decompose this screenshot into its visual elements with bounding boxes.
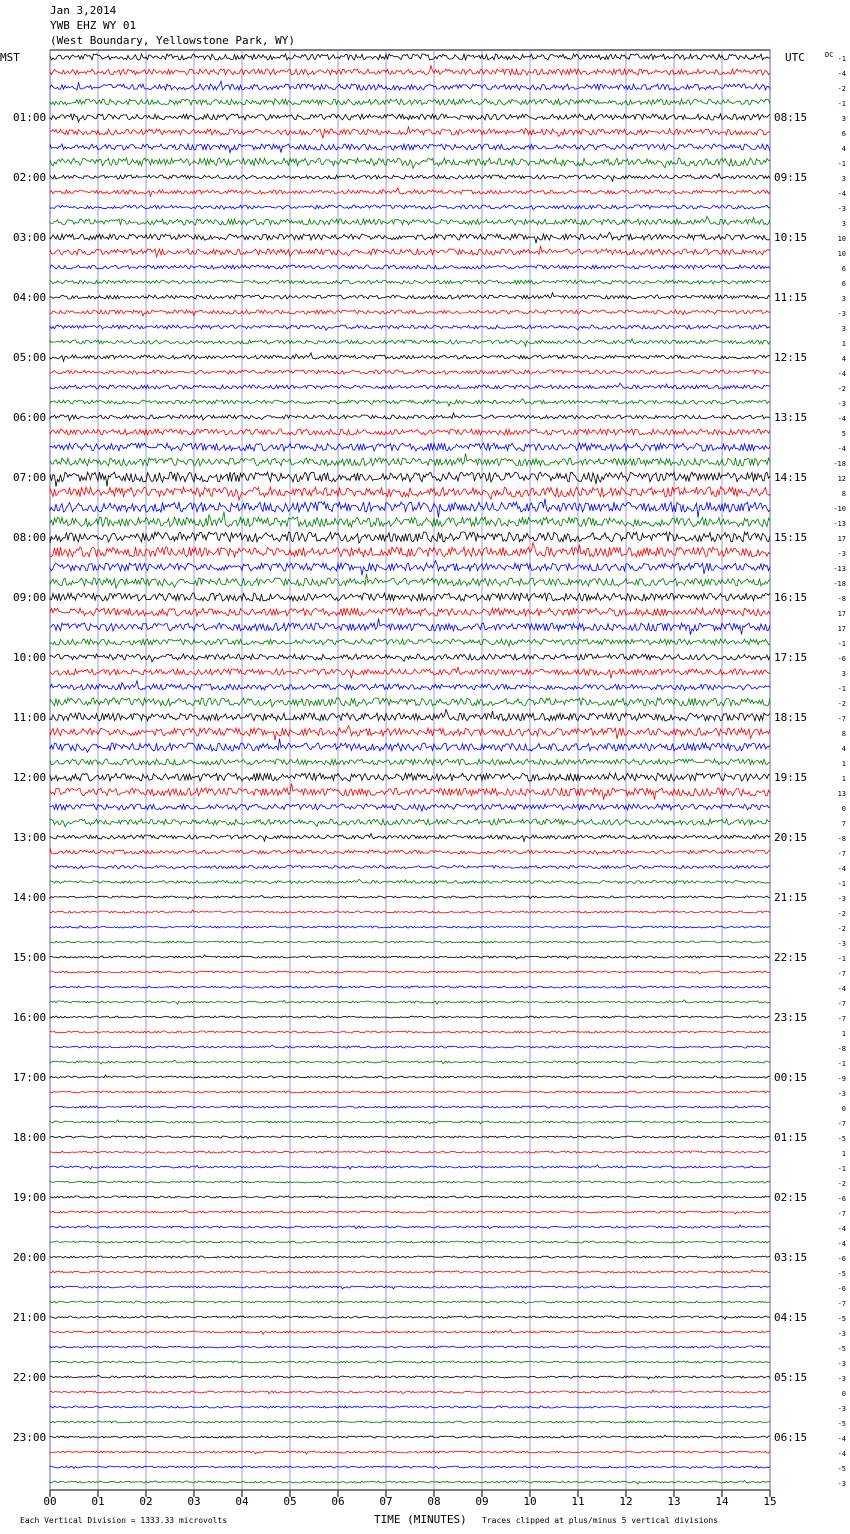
mst-hour-label: 16:00 bbox=[13, 1011, 47, 1024]
trace-line bbox=[50, 1120, 770, 1124]
dc-offset-label: -1 bbox=[837, 100, 846, 108]
clip-note: Traces clipped at plus/minus 5 vertical divisions bbox=[482, 1516, 719, 1525]
trace-line bbox=[50, 1256, 770, 1258]
trace-line bbox=[50, 1466, 770, 1469]
mst-hour-label: 12:00 bbox=[13, 771, 47, 784]
utc-hour-label: 00:15 bbox=[774, 1071, 808, 1084]
dc-offset-label: -18 bbox=[833, 580, 846, 588]
dc-offset-label: -10 bbox=[833, 505, 846, 513]
trace-line bbox=[50, 1016, 770, 1018]
trace-line bbox=[50, 1301, 770, 1304]
utc-hour-label: 08:15 bbox=[774, 111, 808, 124]
dc-offset-label: 3 bbox=[841, 175, 846, 183]
trace-line bbox=[50, 1480, 770, 1484]
dc-offset-label: -3 bbox=[837, 1330, 846, 1338]
trace-line bbox=[50, 941, 770, 943]
dc-offset-label: 1 bbox=[841, 760, 846, 768]
x-tick-label: 05 bbox=[283, 1495, 297, 1508]
trace-line bbox=[50, 1286, 770, 1289]
dc-offset-label: -3 bbox=[837, 1480, 846, 1488]
dc-offset-label: -4 bbox=[837, 1450, 846, 1458]
trace-line bbox=[50, 443, 770, 451]
trace-line bbox=[50, 413, 770, 421]
dc-offset-label: -5 bbox=[837, 1345, 846, 1353]
trace-line bbox=[50, 910, 770, 913]
station-location: (West Boundary, Yellowstone Park, WY) bbox=[50, 34, 296, 47]
dc-offset-label: 0 bbox=[841, 1105, 846, 1113]
utc-hour-label: 11:15 bbox=[774, 291, 808, 304]
dc-offset-label: -7 bbox=[837, 715, 846, 723]
trace-line bbox=[50, 879, 770, 883]
dc-offset-label: 4 bbox=[841, 745, 846, 753]
dc-offset-label: -3 bbox=[837, 1405, 846, 1413]
station-code: YWB EHZ WY 01 bbox=[50, 19, 137, 32]
trace-line bbox=[50, 1225, 770, 1229]
utc-hour-label: 23:15 bbox=[774, 1011, 808, 1024]
trace-line bbox=[50, 370, 770, 374]
trace-line bbox=[50, 561, 770, 576]
trace-line bbox=[50, 66, 770, 75]
trace-line bbox=[50, 205, 770, 209]
dc-offset-label: -1 bbox=[837, 640, 846, 648]
dc-offset-label: -3 bbox=[837, 310, 846, 318]
trace-line bbox=[50, 126, 770, 138]
mst-hour-label: 22:00 bbox=[13, 1371, 47, 1384]
trace-line bbox=[50, 1375, 770, 1379]
trace-line bbox=[50, 726, 770, 741]
mst-hour-label: 14:00 bbox=[13, 891, 47, 904]
dc-offset-label: -3 bbox=[837, 1375, 846, 1383]
utc-axis-label: UTC bbox=[785, 51, 805, 64]
trace-line bbox=[50, 1435, 770, 1438]
dc-offset-label: 1 bbox=[841, 1030, 846, 1038]
x-tick-label: 02 bbox=[139, 1495, 153, 1508]
utc-hour-label: 06:15 bbox=[774, 1431, 808, 1444]
dc-offset-label: -18 bbox=[833, 460, 846, 468]
utc-hour-label: 10:15 bbox=[774, 231, 808, 244]
utc-hour-label: 18:15 bbox=[774, 711, 808, 724]
mst-hour-label: 21:00 bbox=[13, 1311, 47, 1324]
utc-hour-label: 22:15 bbox=[774, 951, 808, 964]
dc-offset-label: 4 bbox=[841, 145, 846, 153]
trace-line bbox=[50, 608, 770, 616]
trace-line bbox=[50, 759, 770, 765]
trace-line bbox=[50, 971, 770, 974]
x-axis-title: TIME (MINUTES) bbox=[374, 1513, 467, 1526]
dc-offset-label: -7 bbox=[837, 1000, 846, 1008]
utc-hour-label: 03:15 bbox=[774, 1251, 808, 1264]
trace-line bbox=[50, 739, 770, 753]
trace-line bbox=[50, 216, 770, 225]
dc-offset-label: -6 bbox=[837, 1285, 846, 1293]
dc-offset-label: -8 bbox=[837, 835, 846, 843]
trace-line bbox=[50, 1406, 770, 1408]
dc-offset-label: 8 bbox=[841, 490, 846, 498]
mst-hour-label: 15:00 bbox=[13, 951, 47, 964]
x-tick-label: 12 bbox=[619, 1495, 633, 1508]
x-tick-label: 13 bbox=[667, 1495, 681, 1508]
trace-line bbox=[50, 265, 770, 269]
dc-offset-label: -3 bbox=[837, 895, 846, 903]
trace-line bbox=[50, 618, 770, 634]
trace-line bbox=[50, 804, 770, 811]
dc-offset-label: 4 bbox=[841, 355, 846, 363]
x-tick-label: 10 bbox=[523, 1495, 537, 1508]
x-tick-label: 01 bbox=[91, 1495, 105, 1508]
dc-offset-label: -4 bbox=[837, 445, 846, 453]
trace-line bbox=[50, 399, 770, 406]
dc-offset-label: 8 bbox=[841, 730, 846, 738]
mst-hour-label: 08:00 bbox=[13, 531, 47, 544]
dc-offset-label: -5 bbox=[837, 1465, 846, 1473]
plot-date: Jan 3,2014 bbox=[50, 4, 117, 17]
x-tick-label: 04 bbox=[235, 1495, 249, 1508]
trace-line bbox=[50, 698, 770, 707]
trace-line bbox=[50, 1060, 770, 1064]
dc-offset-label: -4 bbox=[837, 865, 846, 873]
trace-line bbox=[50, 114, 770, 122]
trace-line bbox=[50, 99, 770, 105]
trace-line bbox=[50, 926, 770, 928]
x-tick-label: 00 bbox=[43, 1495, 57, 1508]
mst-hour-label: 10:00 bbox=[13, 651, 47, 664]
utc-hour-label: 09:15 bbox=[774, 171, 808, 184]
dc-offset-label: -7 bbox=[837, 1015, 846, 1023]
trace-line bbox=[50, 1181, 770, 1183]
x-tick-label: 11 bbox=[571, 1495, 585, 1508]
dc-offset-label: 3 bbox=[841, 115, 846, 123]
mst-hour-label: 05:00 bbox=[13, 351, 47, 364]
dc-offset-label: 0 bbox=[841, 805, 846, 813]
trace-line bbox=[50, 1421, 770, 1423]
utc-hour-label: 14:15 bbox=[774, 471, 808, 484]
dc-offset-label: -2 bbox=[837, 700, 846, 708]
dc-offset-label: 6 bbox=[841, 265, 846, 273]
trace-line bbox=[50, 246, 770, 258]
x-tick-label: 03 bbox=[187, 1495, 201, 1508]
dc-offset-label: 3 bbox=[841, 670, 846, 678]
mst-hour-label: 06:00 bbox=[13, 411, 47, 424]
trace-line bbox=[50, 681, 770, 691]
mst-hour-label: 02:00 bbox=[13, 171, 47, 184]
dc-offset-label: 10 bbox=[837, 235, 846, 243]
dc-offset-label: -3 bbox=[837, 400, 846, 408]
utc-hour-label: 20:15 bbox=[774, 831, 808, 844]
dc-offset-label: -2 bbox=[837, 85, 846, 93]
trace-line bbox=[50, 639, 770, 646]
dc-offset-label: -2 bbox=[837, 910, 846, 918]
mst-hour-label: 04:00 bbox=[13, 291, 47, 304]
trace-line bbox=[50, 325, 770, 330]
dc-offset-label: -2 bbox=[837, 1180, 846, 1188]
mst-hour-label: 03:00 bbox=[13, 231, 47, 244]
dc-offset-label: -4 bbox=[837, 1225, 846, 1233]
dc-offset-label: 10 bbox=[837, 250, 846, 258]
trace-line bbox=[50, 1361, 770, 1363]
dc-offset-label: -4 bbox=[837, 370, 846, 378]
mst-hour-label: 07:00 bbox=[13, 471, 47, 484]
utc-hour-label: 02:15 bbox=[774, 1191, 808, 1204]
trace-line bbox=[50, 429, 770, 435]
utc-hour-label: 16:15 bbox=[774, 591, 808, 604]
trace-line bbox=[50, 1031, 770, 1033]
utc-hour-label: 12:15 bbox=[774, 351, 808, 364]
dc-offset-label: -5 bbox=[837, 1135, 846, 1143]
mst-hour-label: 19:00 bbox=[13, 1191, 47, 1204]
dc-offset-label: -1 bbox=[837, 55, 846, 63]
dc-offset-label: -4 bbox=[837, 70, 846, 78]
dc-offset-label: -7 bbox=[837, 1210, 846, 1218]
dc-offset-label: -4 bbox=[837, 1435, 846, 1443]
trace-line bbox=[50, 487, 770, 500]
x-tick-label: 06 bbox=[331, 1495, 345, 1508]
dc-offset-label: 1 bbox=[841, 775, 846, 783]
trace-line bbox=[50, 783, 770, 799]
dc-offset-label: -7 bbox=[837, 850, 846, 858]
trace-line bbox=[50, 1136, 770, 1139]
dc-offset-label: -7 bbox=[837, 1300, 846, 1308]
dc-offset-label: -4 bbox=[837, 190, 846, 198]
mst-hour-label: 09:00 bbox=[13, 591, 47, 604]
trace-line bbox=[50, 310, 770, 316]
trace-line bbox=[50, 819, 770, 827]
dc-offset-label: -1 bbox=[837, 955, 846, 963]
utc-hour-label: 17:15 bbox=[774, 651, 808, 664]
trace-line bbox=[50, 955, 770, 959]
trace-line bbox=[50, 866, 770, 869]
dc-offset-label: 5 bbox=[841, 430, 846, 438]
trace-line bbox=[50, 188, 770, 197]
utc-hour-label: 01:15 bbox=[774, 1131, 808, 1144]
trace-line bbox=[50, 1270, 770, 1273]
mst-hour-label: 23:00 bbox=[13, 1431, 47, 1444]
trace-line bbox=[50, 1091, 770, 1093]
trace-line bbox=[50, 1346, 770, 1348]
dc-offset-label: -2 bbox=[837, 925, 846, 933]
dc-offset-label: -1 bbox=[837, 160, 846, 168]
trace-line bbox=[50, 232, 770, 243]
dc-offset-label: -3 bbox=[837, 550, 846, 558]
trace-line bbox=[50, 986, 770, 988]
dc-offset-label: -3 bbox=[837, 205, 846, 213]
trace-line bbox=[50, 353, 770, 362]
dc-offset-label: -6 bbox=[837, 655, 846, 663]
dc-offset-label: -7 bbox=[837, 970, 846, 978]
dc-offset-label: -6 bbox=[837, 1195, 846, 1203]
mst-hour-label: 18:00 bbox=[13, 1131, 47, 1144]
trace-line bbox=[50, 667, 770, 679]
trace-line bbox=[50, 834, 770, 842]
dc-offset-label: 6 bbox=[841, 280, 846, 288]
dc-offset-label: -13 bbox=[833, 565, 846, 573]
trace-line bbox=[50, 1316, 770, 1319]
trace-line bbox=[50, 158, 770, 168]
trace-line bbox=[50, 1075, 770, 1078]
dc-offset-label: -1 bbox=[837, 685, 846, 693]
dc-offset-label: -5 bbox=[837, 1270, 846, 1278]
dc-offset-label: 7 bbox=[841, 820, 846, 828]
trace-line bbox=[50, 848, 770, 855]
trace-layer bbox=[50, 54, 770, 1484]
dc-offset-label: -3 bbox=[837, 1090, 846, 1098]
dc-offset-label: 1 bbox=[841, 1150, 846, 1158]
dc-offset-label: 12 bbox=[837, 475, 846, 483]
trace-line bbox=[50, 773, 770, 781]
x-tick-label: 09 bbox=[475, 1495, 489, 1508]
dc-offset-label: 1 bbox=[841, 340, 846, 348]
dc-offset-label: -3 bbox=[837, 1360, 846, 1368]
dc-offset-label: 0 bbox=[841, 1390, 846, 1398]
mst-hour-label: 17:00 bbox=[13, 1071, 47, 1084]
trace-line bbox=[50, 144, 770, 153]
trace-line bbox=[50, 895, 770, 899]
utc-hour-label: 04:15 bbox=[774, 1311, 808, 1324]
trace-line bbox=[50, 654, 770, 662]
dc-offset-label: -6 bbox=[837, 1255, 846, 1263]
trace-line bbox=[50, 532, 770, 543]
vertical-division-note: Each Vertical Division = 1333.33 microvolts bbox=[20, 1516, 228, 1525]
trace-line bbox=[50, 280, 770, 284]
trace-line bbox=[50, 710, 770, 721]
mst-hour-label: 20:00 bbox=[13, 1251, 47, 1264]
dc-offset-label: 17 bbox=[837, 535, 846, 543]
dc-offset-label: 3 bbox=[841, 295, 846, 303]
x-tick-label: 07 bbox=[379, 1495, 393, 1508]
utc-hour-label: 15:15 bbox=[774, 531, 808, 544]
trace-line bbox=[50, 1151, 770, 1153]
trace-line bbox=[50, 1045, 770, 1048]
dc-offset-label: -5 bbox=[837, 1420, 846, 1428]
grid-layer bbox=[50, 50, 770, 1497]
utc-hour-label: 21:15 bbox=[774, 891, 808, 904]
utc-hour-label: 05:15 bbox=[774, 1371, 808, 1384]
trace-line bbox=[50, 593, 770, 601]
trace-line bbox=[50, 293, 770, 299]
mst-axis-label: MST bbox=[0, 51, 20, 64]
dc-offset-label: -1 bbox=[837, 880, 846, 888]
dc-offset-label: -8 bbox=[837, 1045, 846, 1053]
dc-offset-label: -4 bbox=[837, 985, 846, 993]
dc-offset-label: -2 bbox=[837, 385, 846, 393]
dc-label: DC bbox=[825, 51, 834, 59]
trace-line bbox=[50, 383, 770, 389]
dc-offset-label: 13 bbox=[837, 790, 846, 798]
trace-line bbox=[50, 499, 770, 518]
trace-line bbox=[50, 543, 770, 557]
trace-line bbox=[50, 1000, 770, 1004]
mst-hour-label: 11:00 bbox=[13, 711, 47, 724]
trace-line bbox=[50, 574, 770, 589]
trace-line bbox=[50, 472, 770, 487]
dc-offset-label: -9 bbox=[837, 1075, 846, 1083]
trace-line bbox=[50, 512, 770, 527]
x-tick-label: 14 bbox=[715, 1495, 729, 1508]
utc-hour-label: 19:15 bbox=[774, 771, 808, 784]
dc-offset-label: -4 bbox=[837, 415, 846, 423]
x-tick-label: 15 bbox=[763, 1495, 777, 1508]
trace-line bbox=[50, 453, 770, 466]
dc-offset-label: -8 bbox=[837, 595, 846, 603]
trace-line bbox=[50, 1451, 770, 1454]
trace-line bbox=[50, 81, 770, 90]
dc-offset-label: 3 bbox=[841, 325, 846, 333]
trace-line bbox=[50, 1165, 770, 1169]
trace-line bbox=[50, 54, 770, 60]
dc-offset-label: 17 bbox=[837, 625, 846, 633]
trace-line bbox=[50, 339, 770, 347]
dc-offset-label: -3 bbox=[837, 940, 846, 948]
trace-line bbox=[50, 1196, 770, 1198]
trace-line bbox=[50, 174, 770, 182]
dc-offset-label: -13 bbox=[833, 520, 846, 528]
trace-line bbox=[50, 1241, 770, 1243]
utc-hour-label: 13:15 bbox=[774, 411, 808, 424]
dc-offset-label: 3 bbox=[841, 220, 846, 228]
trace-line bbox=[50, 1210, 770, 1214]
dc-offset-label: -1 bbox=[837, 1165, 846, 1173]
dc-offset-label: -7 bbox=[837, 1120, 846, 1128]
mst-hour-label: 01:00 bbox=[13, 111, 47, 124]
dc-offset-label: 6 bbox=[841, 130, 846, 138]
trace-line bbox=[50, 1106, 770, 1108]
dc-offset-label: -5 bbox=[837, 1315, 846, 1323]
mst-hour-label: 13:00 bbox=[13, 831, 47, 844]
trace-line bbox=[50, 1330, 770, 1334]
dc-offset-label: -4 bbox=[837, 1240, 846, 1248]
dc-offset-label: 17 bbox=[837, 610, 846, 618]
x-tick-label: 08 bbox=[427, 1495, 441, 1508]
trace-line bbox=[50, 1390, 770, 1394]
dc-offset-label: -1 bbox=[837, 1060, 846, 1068]
